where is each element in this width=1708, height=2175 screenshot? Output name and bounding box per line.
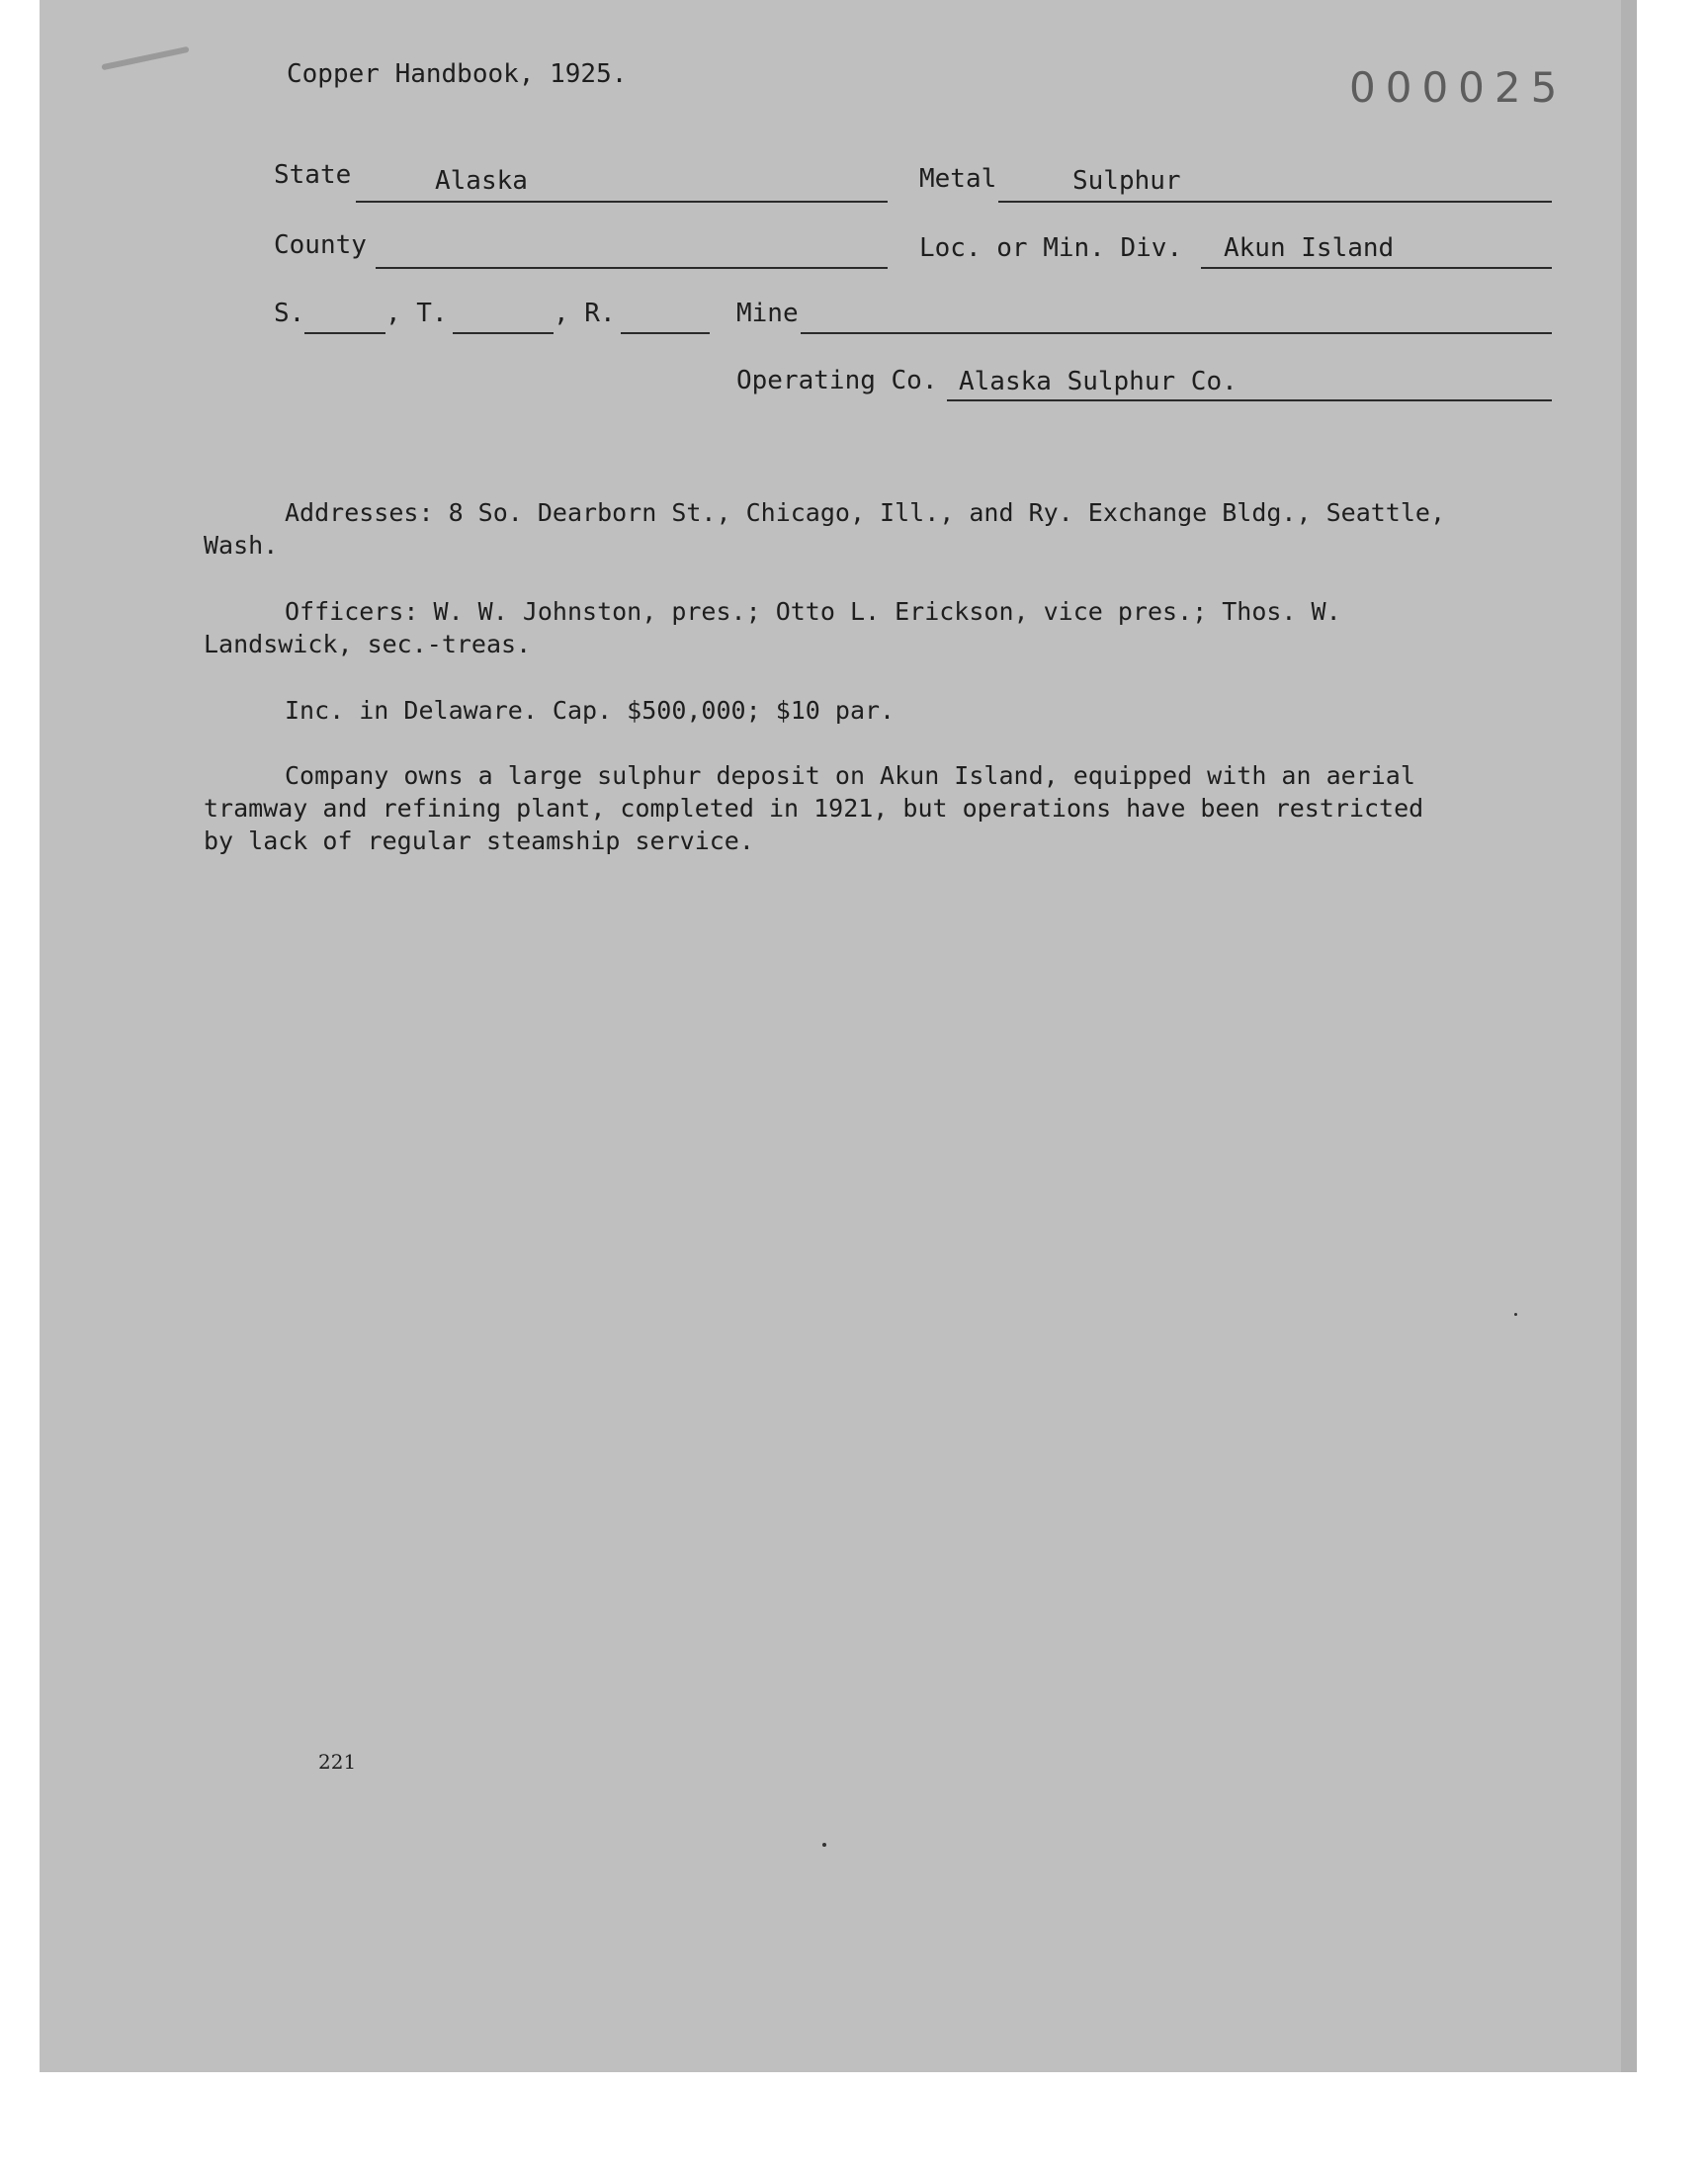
mine-field-line [801,332,1552,334]
section-field-line [304,332,385,334]
sheet-edge [1621,0,1637,2072]
page-number: 221 [318,1750,357,1774]
paper-speck [1514,1313,1517,1316]
metal-field-line [998,201,1552,203]
incorporation-paragraph: Inc. in Delaware. Cap. $500,000; $10 par. [285,696,896,725]
paper-mark [101,46,189,71]
loc-field-line [1201,267,1552,269]
document-page [40,0,1637,2072]
county-label: County [274,230,367,260]
operating-co-label: Operating Co. [736,366,938,395]
state-label: State [274,160,352,190]
state-field-line [356,201,888,203]
metal-value: Sulphur [1072,166,1181,196]
state-value: Alaska [435,166,528,196]
operating-co-field-line [947,399,1552,401]
paper-speck [822,1843,826,1847]
loc-value: Akun Island [1224,233,1395,263]
loc-label: Loc. or Min. Div. [919,233,1183,263]
county-field-line [376,267,888,269]
officers-paragraph: Officers: W. W. Johnston, pres.; Otto L. Erickson, vice pres.; Thos. W. Landswick, sec.-treas. [204,597,1341,658]
section-label: S. [274,299,305,328]
township-label: , T. [385,299,448,328]
metal-label: Metal [919,164,997,194]
operating-co-value: Alaska Sulphur Co. [959,367,1238,396]
document-number: 000025 [1349,63,1568,112]
range-label: , R. [554,299,616,328]
township-field-line [453,332,554,334]
range-field-line [621,332,710,334]
mine-label: Mine [736,299,799,328]
document-title: Copper Handbook, 1925. [287,59,628,89]
addresses-paragraph: Addresses: 8 So. Dearborn St., Chicago, Ill., and Ry. Exchange Bldg., Seattle, Wash. [204,498,1445,560]
description-paragraph: Company owns a large sulphur deposit on Akun Island, equipped with an aerial tramway and refining plant, completed in 1921, but operations have been restricted by lack of regular steamship service. [204,761,1424,855]
